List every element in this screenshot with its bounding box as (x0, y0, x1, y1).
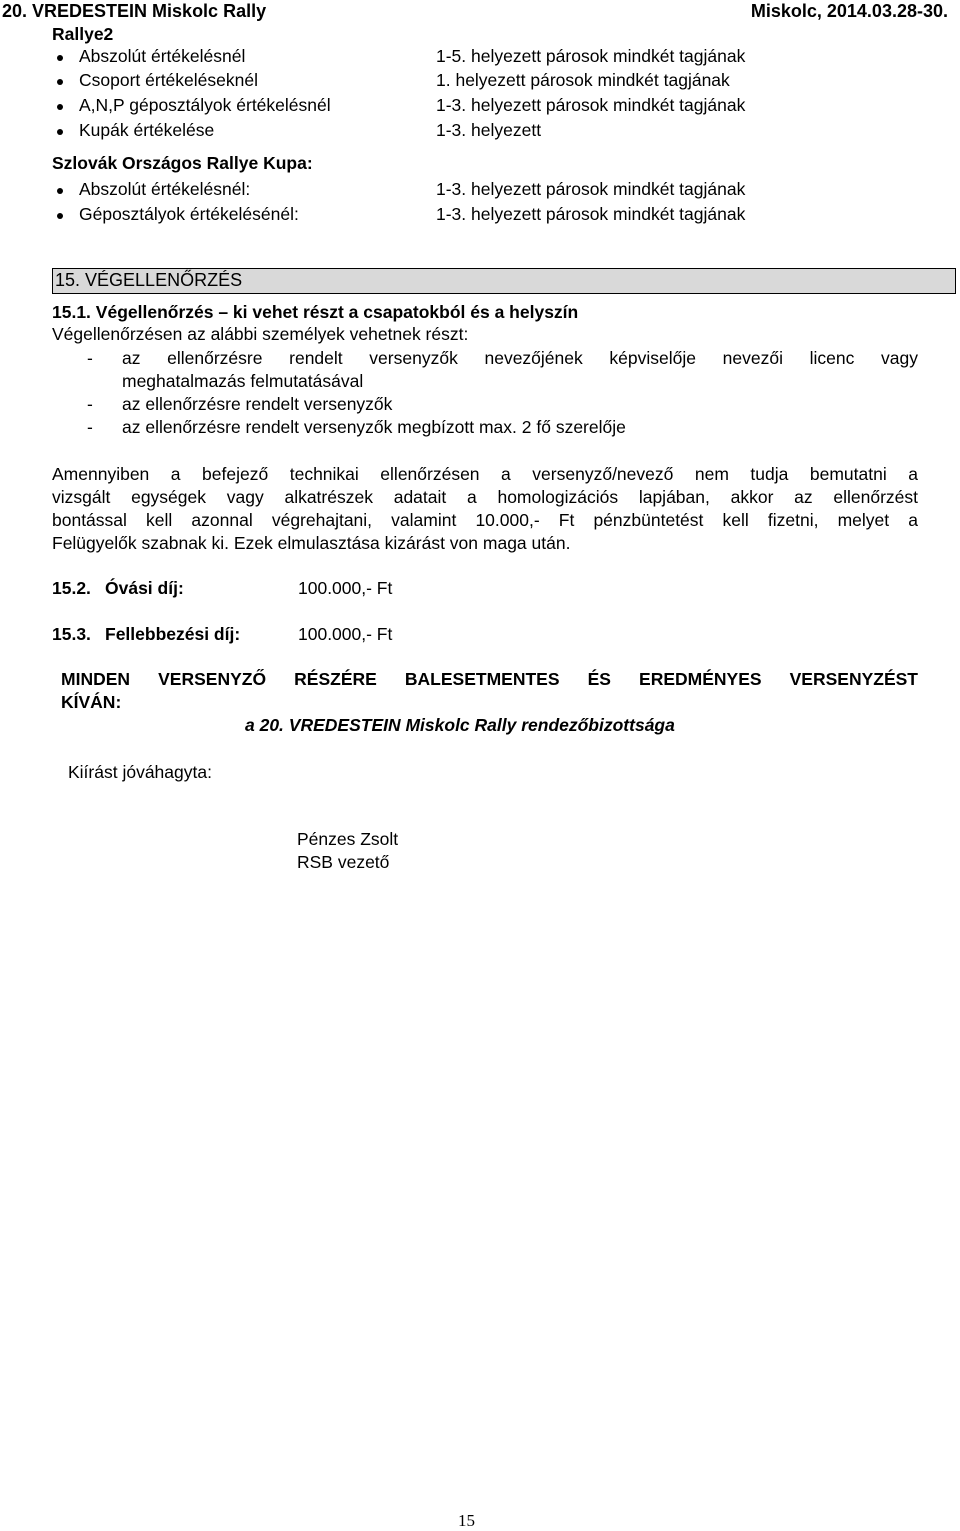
list-item-label: Abszolút értékelésnél (79, 46, 246, 66)
bullet-icon (57, 104, 63, 110)
fee-label: Fellebbezési díj: (105, 624, 241, 644)
list-item-value: 1-3. helyezett párosok mindkét tagjának (436, 204, 746, 224)
approved-label: Kiírást jóváhagyta: (68, 762, 212, 782)
closing-wish (61, 669, 918, 690)
fee-amount: 100.000,- Ft (298, 578, 393, 598)
signer-name: Pénzes Zsolt (297, 829, 399, 849)
bullet-icon (57, 213, 63, 219)
organizer-signature: a 20. VREDESTEIN Miskolc Rally rendezőbizottsága (245, 715, 675, 735)
paragraph-line: bontással kell azonnal végrehajtani, valamint 10.000,- Ft pénzbüntetést kell fizetni, melyet a (52, 510, 918, 530)
list-item-label: Kupák értékelése (79, 120, 215, 140)
list-item-label: A,N,P géposztályok értékelésnél (79, 95, 331, 115)
fee-amount: 100.000,- Ft (298, 624, 393, 644)
bullet-icon (57, 129, 63, 135)
paragraph-line: Amennyiben a befejező technikai ellenőrzésen a versenyző/nevező nem tudja bemutatni a (52, 464, 918, 484)
bullet-icon (57, 188, 63, 194)
subsection-heading: 15.1. Végellenőrzés – ki vehet részt a csapatokból és a helyszín (52, 302, 579, 322)
list-item-text: meghatalmazás felmutatásával (122, 371, 364, 391)
dash-marker: - (87, 394, 93, 414)
section-heading: 15. VÉGELLENŐRZÉS (55, 270, 243, 290)
list-item-text: az ellenőrzésre rendelt versenyzők megbízott max. 2 fő szerelője (122, 417, 626, 437)
bullet-icon (57, 79, 63, 85)
signer-role: RSB vezető (297, 852, 390, 872)
final-check-paragraph (52, 463, 918, 555)
document-title: 20. VREDESTEIN Miskolc Rally (2, 1, 267, 21)
closing-wish-line: MINDEN VERSENYZŐ RÉSZÉRE BALESETMENTES ÉS EREDMÉNYES VERSENYZÉST (61, 669, 918, 689)
list-item-value: 1-3. helyezett párosok mindkét tagjának (436, 179, 746, 199)
fee-number: 15.3. (52, 624, 91, 644)
list-item (122, 348, 918, 369)
bullet-icon (57, 55, 63, 61)
slovak-cup-heading: Szlovák Országos Rallye Kupa: (52, 153, 313, 173)
closing-wish-line: KÍVÁN: (61, 692, 122, 712)
rallye2-heading: Rallye2 (52, 24, 114, 44)
intro-text: Végellenőrzésen az alábbi személyek vehetnek részt: (52, 324, 469, 344)
paragraph-line: vizsgált egységek vagy alkatrészek adatait a homologizációs lapjában, akkor az ellenőrzést (52, 487, 918, 507)
list-item-value: 1-3. helyezett párosok mindkét tagjának (436, 95, 746, 115)
paragraph-line: Felügyelők szabnak ki. Ezek elmulasztása kizárást von maga után. (52, 533, 571, 553)
list-item-text: az ellenőrzésre rendelt versenyzők nevezőjének képviselője nevezői licenc vagy (122, 348, 918, 368)
list-item-label: Csoport értékeléseknél (79, 70, 258, 90)
list-item-value: 1-5. helyezett párosok mindkét tagjának (436, 46, 746, 66)
place-and-date: Miskolc, 2014.03.28-30. (750, 1, 948, 21)
list-item-text: az ellenőrzésre rendelt versenyzők (122, 394, 393, 414)
fee-label: Óvási díj: (105, 578, 184, 598)
dash-marker: - (87, 348, 93, 368)
list-item-label: Géposztályok értékelésénél: (79, 204, 299, 224)
list-item-label: Abszolút értékelésnél: (79, 179, 251, 199)
page-number: 15 (458, 1511, 475, 1530)
fee-number: 15.2. (52, 578, 91, 598)
list-item-value: 1-3. helyezett (436, 120, 542, 140)
list-item-value: 1. helyezett párosok mindkét tagjának (436, 70, 730, 90)
section-heading-box (52, 268, 956, 294)
dash-marker: - (87, 417, 93, 437)
